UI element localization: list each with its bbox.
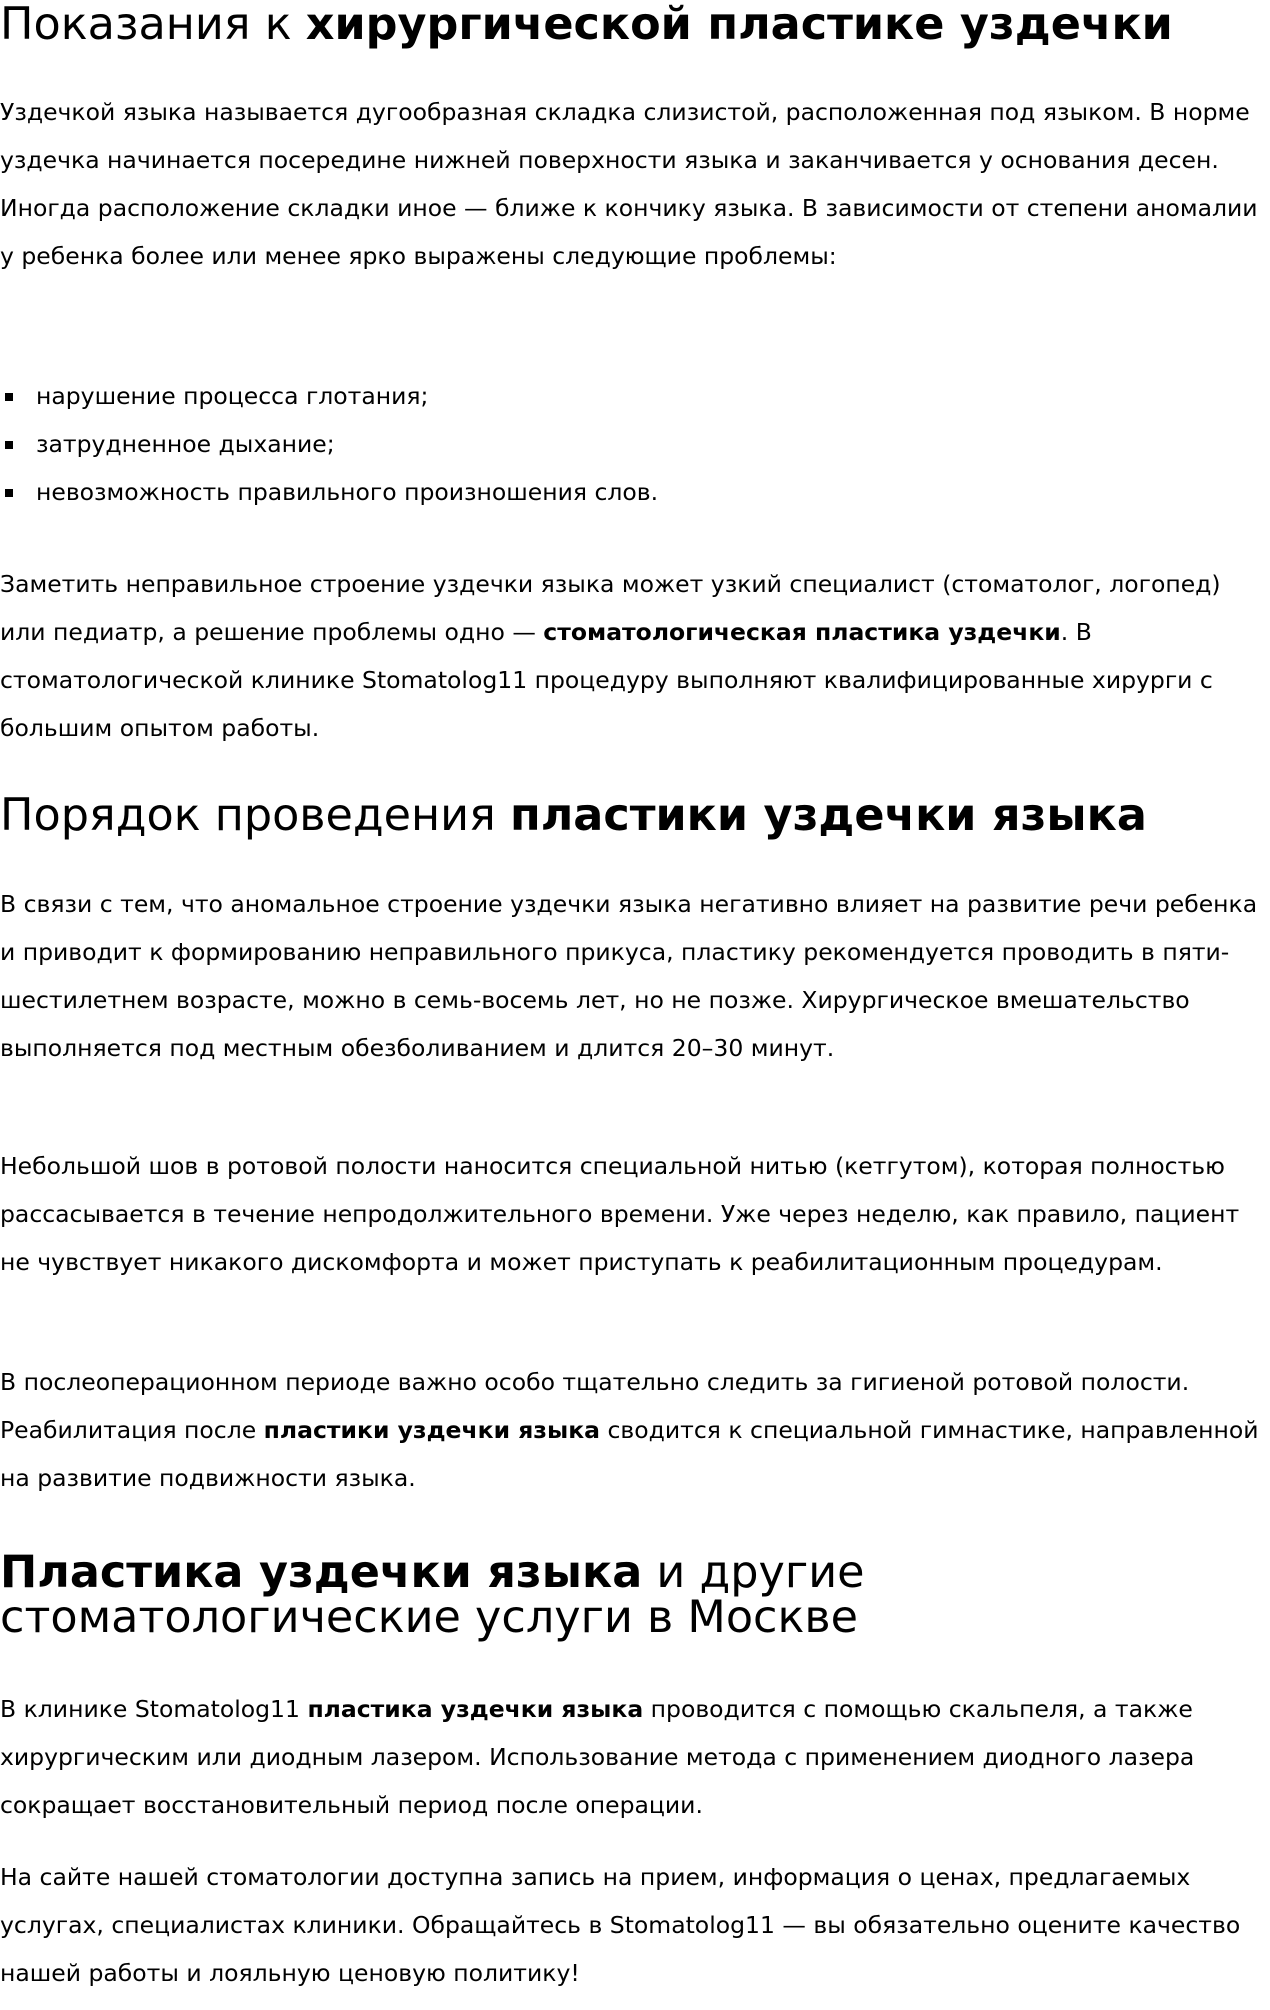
- list-item: [0, 468, 1266, 516]
- paragraph-rehabilitation-bold: пластики уздечки языка: [263, 1416, 601, 1444]
- paragraph-rehabilitation-text-start: В послеоперационном периоде важно особо тщательно следить за гигиеной ротовой полости. Реабилитация после: [0, 1368, 1190, 1444]
- heading-procedure-normal: Порядок проведения: [0, 790, 510, 841]
- paragraph-procedure-age: В связи с тем, что аномальное строение уздечки языка негативно влияет на развитие речи ребенка и приводит к формированию неправильного прикуса, пластику рекомендуется проводить в пяти-шестилетнем возрасте, можно в семь-восемь лет, но не позже. Хирургическое вмешательство выполняется под местным обезболиванием и длится 20–30 минут.: [0, 890, 1258, 1062]
- problems-list: [0, 372, 1266, 516]
- heading-procedure-bold: пластики уздечки языка: [509, 790, 1147, 841]
- paragraph-methods-bold: пластика уздечки языка: [307, 1695, 644, 1723]
- paragraph-methods: [0, 1685, 1266, 1829]
- heading-services-normal: и другие стоматологические услуги в Москве: [0, 1547, 865, 1643]
- list-item-text: невозможность правильного произношения слов.: [36, 478, 659, 506]
- list-item: [0, 420, 1266, 468]
- paragraph-methods-text-start: В клинике Stomatolog11: [0, 1695, 308, 1723]
- list-item-text: затрудненное дыхание;: [36, 430, 335, 458]
- paragraph-rehabilitation: [0, 1358, 1266, 1502]
- square-bullet-icon: [5, 489, 13, 497]
- paragraph-frenulum-definition: Уздечкой языка называется дугообразная складка слизистой, расположенная под языком. В норме уздечка начинается посередине нижней поверхности языка и заканчивается у основания десен. Иногда расположение складки иное — ближе к кончику языка. В зависимости от степени аномалии у ребенка более или менее ярко выражены следующие проблемы:: [0, 98, 1258, 270]
- paragraph-contact: На сайте нашей стоматологии доступна запись на прием, информация о ценах, предлагаемых услугах, специалистах клиники. Обращайтесь в Stomatolog11 — вы обязательно оцените качество нашей работы и лояльную ценовую политику!: [0, 1863, 1241, 1987]
- paragraph-rehabilitation-text-end: сводится к специальной гимнастике, направленной на развитие подвижности языка.: [0, 1416, 1259, 1492]
- square-bullet-icon: [5, 393, 13, 401]
- heading-services-moscow: [0, 1547, 1270, 1643]
- heading-indications: [0, 0, 1270, 50]
- list-item: [0, 372, 1266, 420]
- paragraph-specialist-bold: стоматологическая пластика уздечки: [543, 618, 1061, 646]
- paragraph-specialist: [0, 560, 1266, 752]
- heading-procedure: [0, 790, 1270, 841]
- paragraph-specialist-text-end: . В стоматологической клинике Stomatolog11 процедуру выполняют квалифицированные хирурги с большим опытом работы.: [0, 618, 1213, 742]
- heading-indications-bold: хирургической пластике уздечки: [305, 0, 1173, 50]
- square-bullet-icon: [5, 441, 13, 449]
- paragraph-methods-text-end: проводится с помощью скальпеля, а также хирургическим или диодным лазером. Использование метода с применением диодного лазера сокращает восстановительный период после операции.: [0, 1695, 1195, 1819]
- list-item-text: нарушение процесса глотания;: [36, 382, 429, 410]
- paragraph-specialist-text-start: Заметить неправильное строение уздечки языка может узкий специалист (стоматолог, логопед) или педиатр, а решение проблемы одно —: [0, 570, 1221, 646]
- heading-indications-normal: Показания к: [0, 0, 306, 50]
- heading-services-bold: Пластика уздечки языка: [0, 1547, 643, 1598]
- paragraph-suture: Небольшой шов в ротовой полости наносится специальной нитью (кетгутом), которая полностью рассасывается в течение непродолжительного времени. Уже через неделю, как правило, пациент не чувствует никакого дискомфорта и может приступать к реабилитационным процедурам.: [0, 1152, 1240, 1276]
